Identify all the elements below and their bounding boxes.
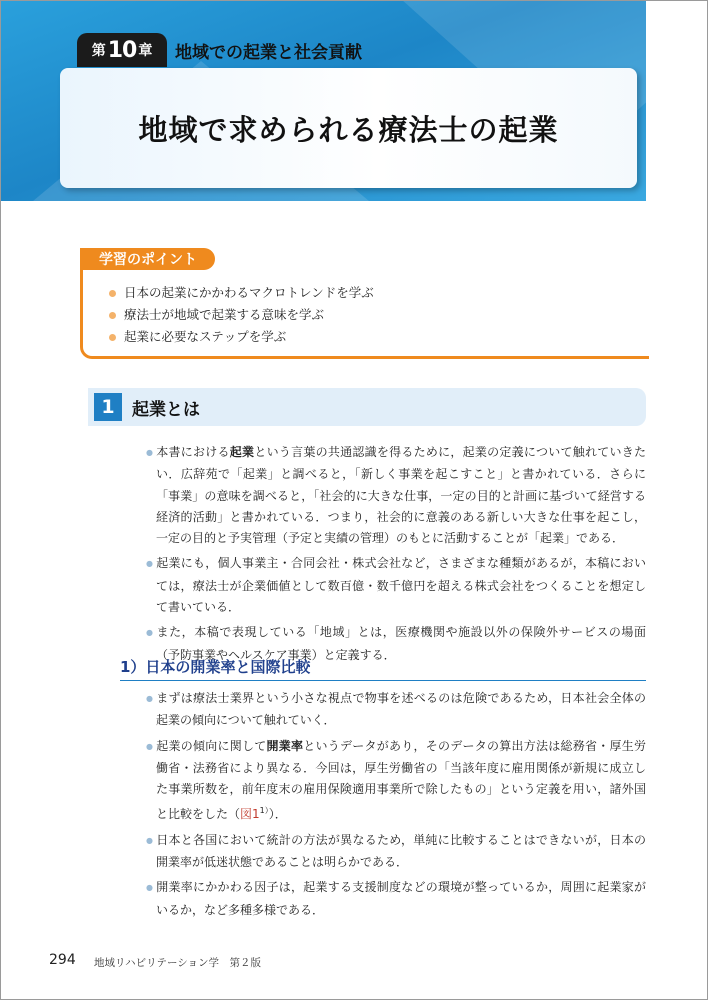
book-title: 地域リハビリテーション学 第２版 <box>94 957 262 969</box>
paragraph: ● 起業の傾向に関して開業率というデータがあり，そのデータの算出方法は総務省・厚生労働省・法務省により異なる．今回は，厚生労働省の「当該年度に雇用関係が新規に成立した事業所数を，前年度末の雇用保険適用事業所で除したもの」という定義を用い，諸外国と比較をした（図$1^{1)}$）． <box>146 736 646 826</box>
subsection-heading: 1）日本の開業率と国際比較 <box>120 656 646 681</box>
page-title: 地域で求められる療法士の起業 <box>138 112 559 147</box>
paragraph: ● 開業率にかかわる因子は，起業する支援制度などの環境が整っているか，周囲に起業家がいるか，など多種多様である． <box>146 877 646 921</box>
bullet-icon <box>109 312 116 319</box>
paragraph: ● 日本と各国において統計の方法が異なるため，単純に比較することはできないが，日本の開業率が低迷状態であることは明らかである． <box>146 830 646 874</box>
section-heading <box>88 388 646 426</box>
list-item: 日本の起業にかかわるマクロトレンドを学ぶ <box>109 282 374 304</box>
chapter-prefix: 第 <box>91 43 106 59</box>
list-item: 療法士が地域で起業する意味を学ぶ <box>109 304 374 326</box>
chapter-number-tag <box>77 33 167 67</box>
keyword: 開業率 <box>266 738 304 753</box>
title-box <box>60 68 637 188</box>
citation-superscript: 1） <box>259 806 269 816</box>
chapter-number: 10 <box>107 37 137 63</box>
list-item: 起業に必要なステップを学ぶ <box>109 326 374 348</box>
page-number: 294 <box>49 952 76 968</box>
section-body <box>146 442 646 670</box>
keyword: 起業 <box>229 445 255 459</box>
section-number: 1 <box>94 393 122 421</box>
learning-points-label: 学習のポイント <box>81 248 215 270</box>
chapter-suffix: 章 <box>138 43 153 59</box>
subsection-body <box>146 688 646 925</box>
paragraph: ● また，本稿で表現している「地域」とは，医療機関や施設以外の保険外サービスの場面（予防事業やヘルスケア事業）と定義する． <box>146 622 646 666</box>
figure-reference[interactable]: 図1 <box>240 807 260 822</box>
learning-points-list <box>109 282 374 348</box>
section-title: 起業とは <box>132 399 200 420</box>
bullet-icon <box>109 334 116 341</box>
paragraph: ● まずは療法士業界という小さな視点で物事を述べるのは危険であるため，日本社会全体の起業の傾向について触れていく． <box>146 688 646 732</box>
chapter-title: 地域での起業と社会貢献 <box>175 43 362 63</box>
bullet-icon <box>109 290 116 297</box>
paragraph: ● 起業にも，個人事業主・合同会社・株式会社など，さまざまな種類があるが，本稿においては，療法士が企業価値として数百億・数千億円を超える株式会社をつくることを想定して書いている． <box>146 553 646 618</box>
learning-points-box <box>80 248 649 359</box>
paragraph: ● 本書における起業という言葉の共通認識を得るために，起業の定義について触れていきたい．広辞苑で「起業」と調べると，「新しく事業を起こすこと」と書かれている．さらに「事業」の意味を調べると，「社会的に大きな仕事，一定の目的と計画に基づいて経営する経済的活動」と書かれている．つまり，社会的に意義のある新しい大きな仕事を起こし，一定の目的と予実管理（予定と実績の管理）のもとに活動することが「起業」である． <box>146 442 646 549</box>
